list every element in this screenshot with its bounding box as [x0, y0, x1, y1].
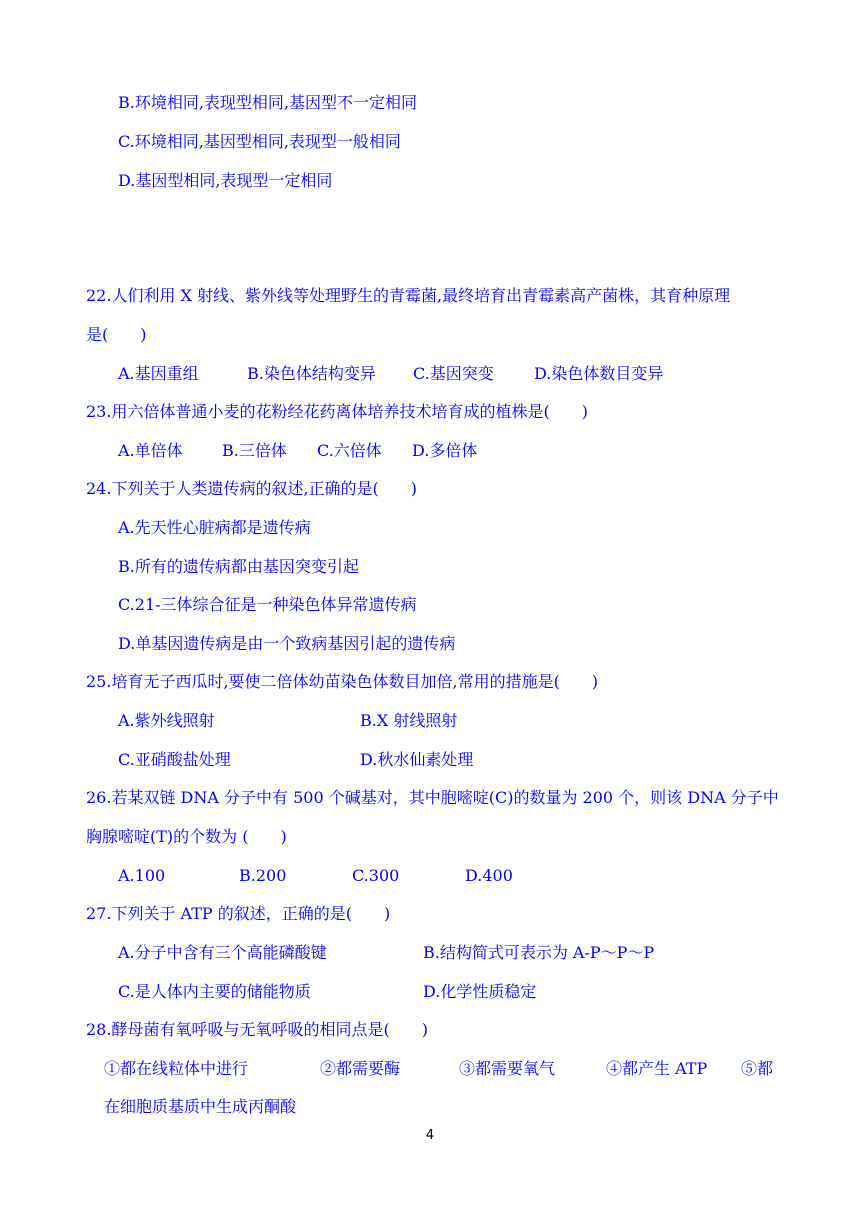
- q27-option-c: C.是人体内主要的储能物质: [118, 982, 311, 1001]
- q24-option-d: D.单基因遗传病是由一个致病基因引起的遗传病: [118, 634, 456, 653]
- q21-option-c: C.环境相同,基因型相同,表现型一般相同: [118, 132, 401, 151]
- q26-option-d: D.400: [465, 866, 513, 885]
- q25-stem: 25.培育无子西瓜时,要使二倍体幼苗染色体数目加倍,常用的措施是( ): [86, 672, 599, 691]
- q28-line2: 在细胞质基质中生成丙酮酸: [104, 1097, 297, 1116]
- q28-item-4: ④都产生 ATP: [606, 1059, 708, 1078]
- q24-stem: 24.下列关于人类遗传病的叙述,正确的是( ): [86, 479, 418, 498]
- q24-option-a: A.先天性心脏病都是遗传病: [118, 518, 311, 537]
- q27-option-a: A.分子中含有三个高能磷酸键: [118, 943, 327, 962]
- q25-option-a: A.紫外线照射: [118, 711, 215, 730]
- q22-stem-line1: 22.人们利用 X 射线、紫外线等处理野生的青霉菌,最终培育出青霉素高产菌株，其育种原理: [86, 286, 731, 305]
- q21-option-d: D.基因型相同,表现型一定相同: [118, 171, 333, 190]
- q27-option-d: D.化学性质稳定: [423, 982, 537, 1001]
- q23-option-a: A.单倍体: [118, 441, 183, 460]
- q25-option-d: D.秋水仙素处理: [360, 750, 474, 769]
- q28-item-2: ②都需要酶: [320, 1059, 401, 1078]
- q21-option-b: B.环境相同,表现型相同,基因型不一定相同: [118, 93, 418, 112]
- q23-option-b: B.三倍体: [222, 441, 287, 460]
- q28-item-3: ③都需要氧气: [459, 1059, 556, 1078]
- q26-option-c: C.300: [352, 866, 400, 885]
- q22-option-a: A.基因重组: [118, 364, 199, 383]
- q22-option-c: C.基因突变: [413, 364, 494, 383]
- q23-option-d: D.多倍体: [412, 441, 478, 460]
- page-number: 4: [425, 1128, 435, 1143]
- q26-stem-line2: 胸腺嘧啶(T)的个数为 ( ): [86, 827, 287, 846]
- q22-option-b: B.染色体结构变异: [247, 364, 376, 383]
- q27-stem: 27.下列关于 ATP 的叙述，正确的是( ): [86, 904, 391, 923]
- q23-option-c: C.六倍体: [317, 441, 382, 460]
- q28-stem: 28.酵母菌有氧呼吸与无氧呼吸的相同点是( ): [86, 1020, 428, 1039]
- q26-stem-line1: 26.若某双链 DNA 分子中有 500 个碱基对，其中胞嘧啶(C)的数量为 200 个，则该 DNA 分子中: [86, 788, 779, 807]
- q26-option-a: A.100: [118, 866, 166, 885]
- q27-option-b: B.结构简式可表示为 A-P～P～P: [423, 943, 655, 962]
- q22-option-d: D.染色体数目变异: [534, 364, 664, 383]
- q26-option-b: B.200: [239, 866, 287, 885]
- q22-stem-line2: 是( ): [86, 325, 147, 344]
- q23-stem: 23.用六倍体普通小麦的花粉经花药离体培养技术培育成的植株是( ): [86, 402, 588, 421]
- q24-option-b: B.所有的遗传病都由基因突变引起: [118, 557, 359, 576]
- q25-option-b: B.X 射线照射: [360, 711, 458, 730]
- q28-item-1: ①都在线粒体中进行: [104, 1059, 249, 1078]
- q28-item-5: ⑤都: [741, 1059, 774, 1078]
- q25-option-c: C.亚硝酸盐处理: [118, 750, 231, 769]
- q24-option-c: C.21-三体综合征是一种染色体异常遗传病: [118, 595, 417, 614]
